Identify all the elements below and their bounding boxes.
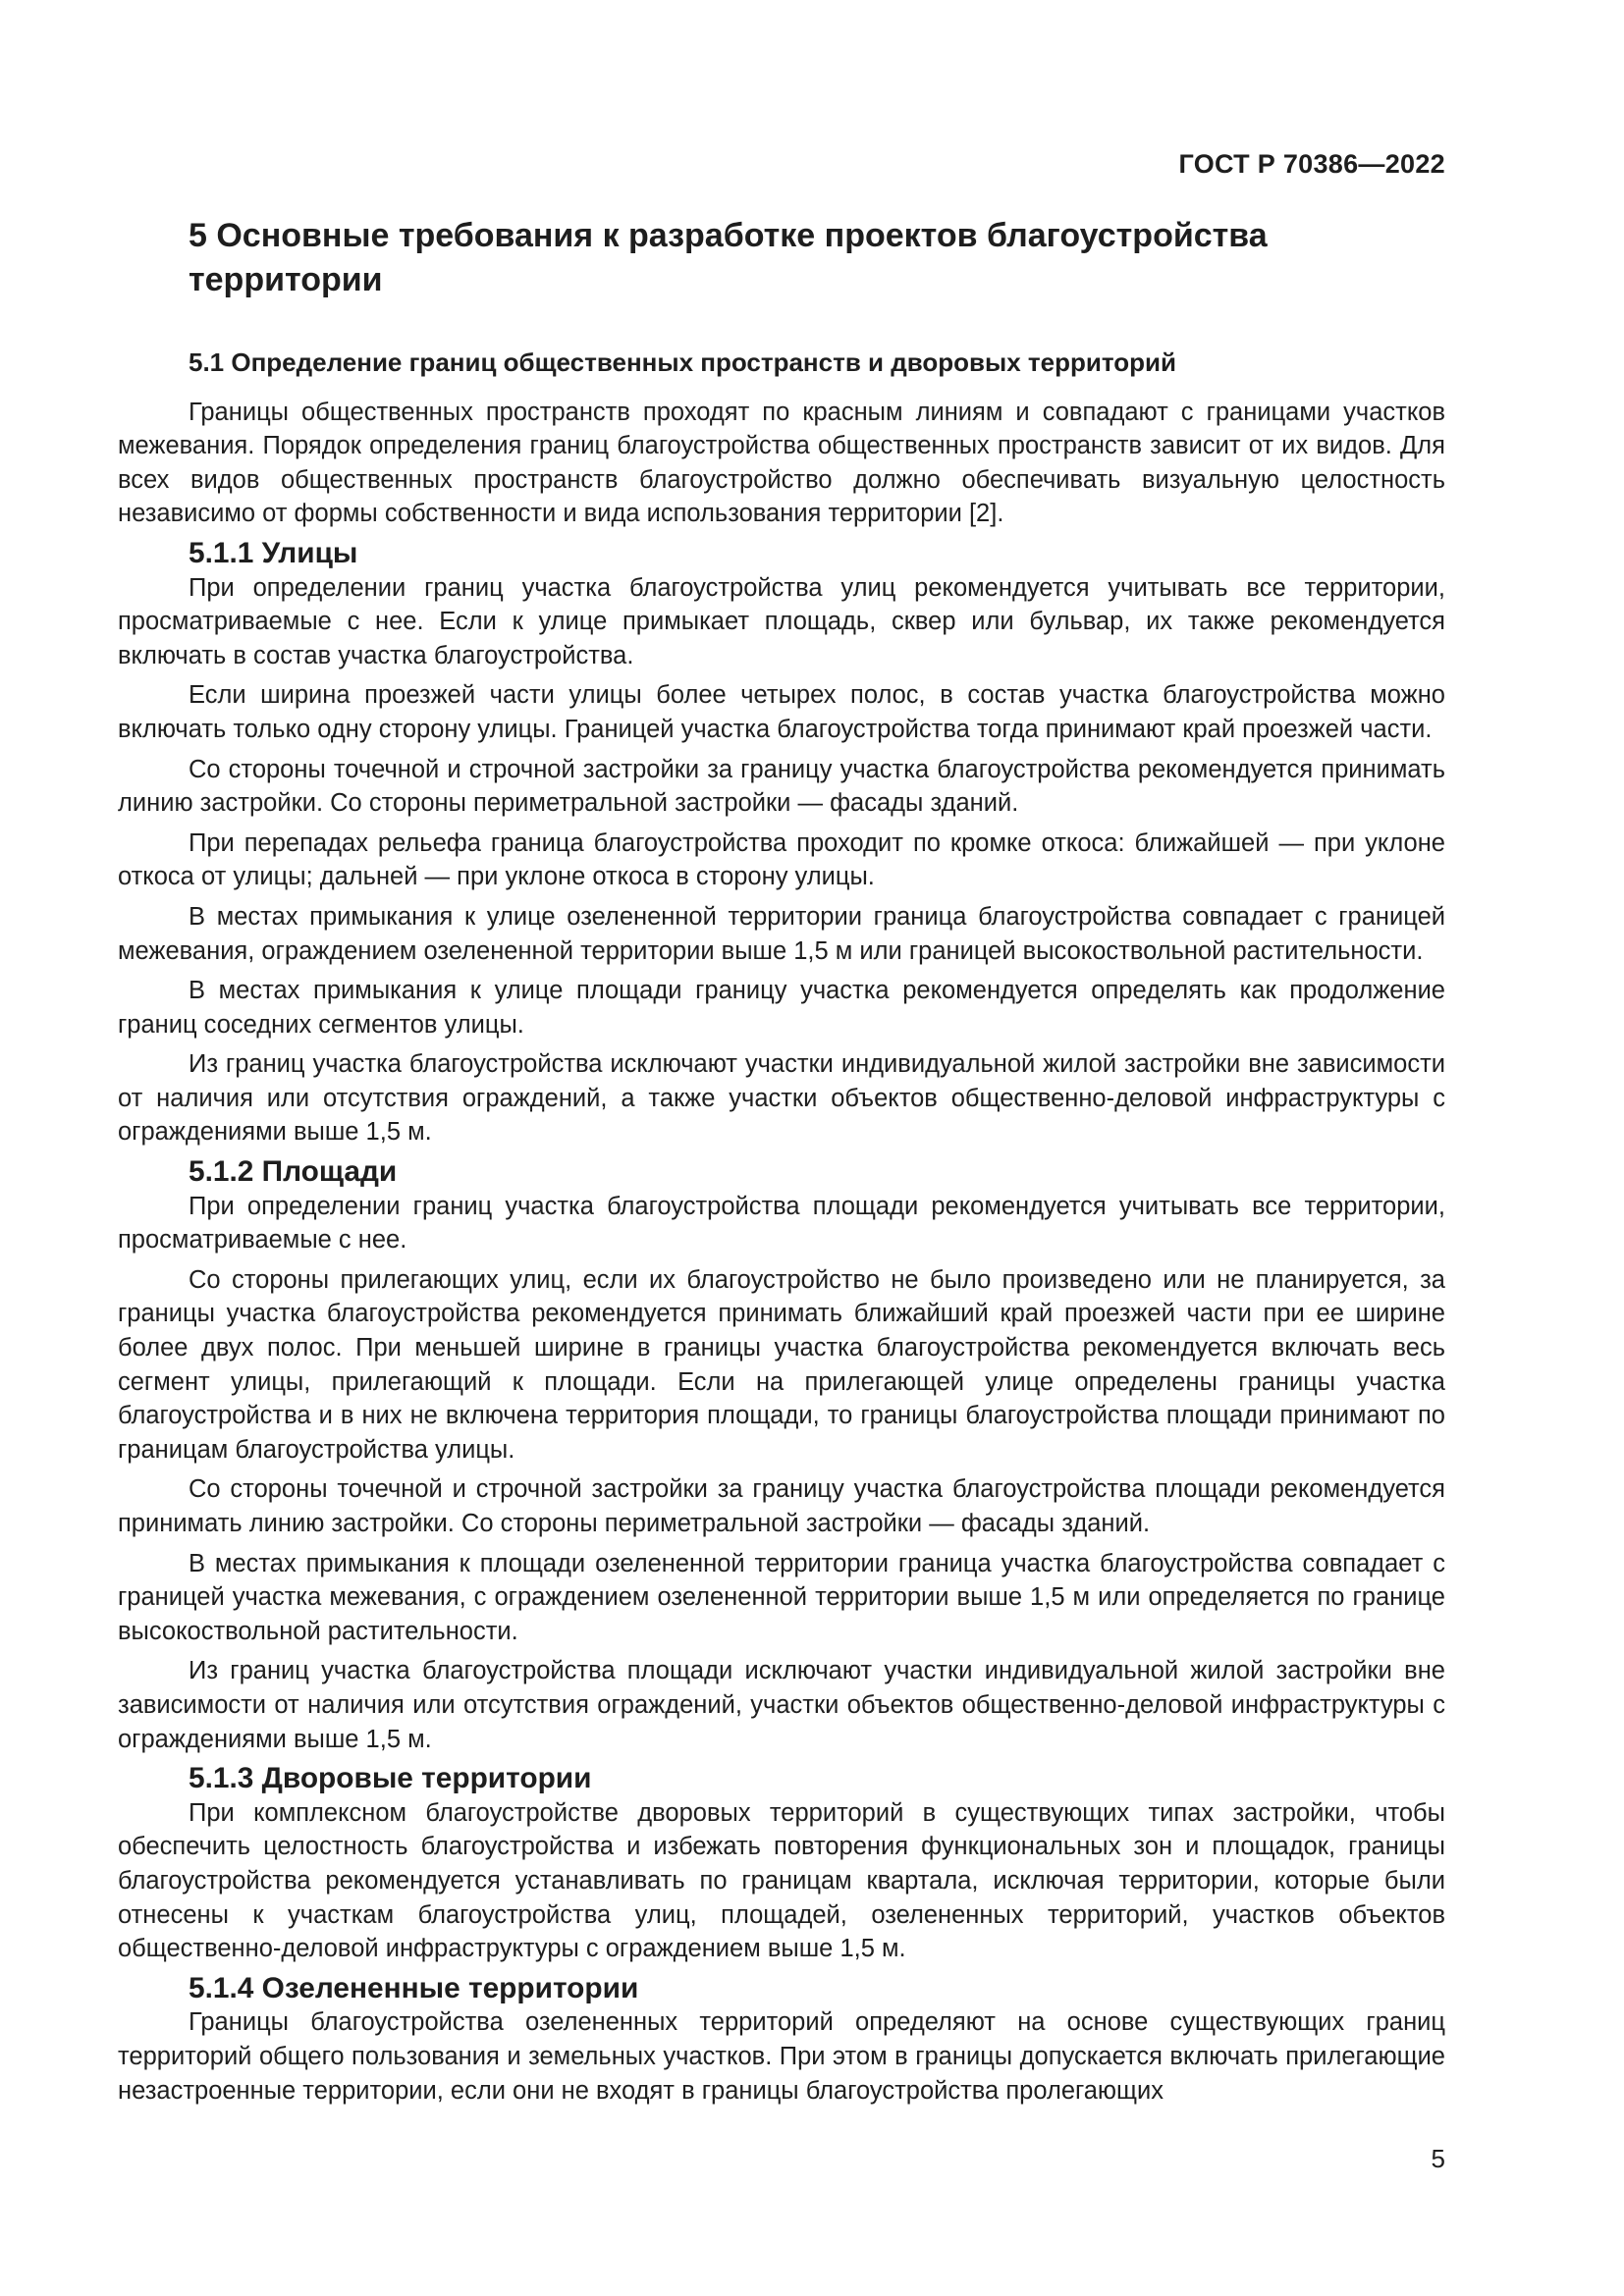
paragraph: При перепадах рельефа граница благоустройства проходит по кромке откоса: ближайшей — при уклоне откоса от улицы; дальней — при уклоне откоса в сторону улицы. (118, 828, 1445, 891)
paragraph: Со стороны прилегающих улиц, если их благоустройство не было произведено или не планируется, за границы участка благоустройства рекомендуется принимать ближайший край проезжей части при ее ширине более двух полос. При меньшей ширине в границы участка благоустройства рекомендуется включать весь сегмент улицы, прилегающий к площади. Если на прилегающей улице определены границы участка благоустройства и в них не включена территория площади, то границы благоустройства площади принимают по границам благоустройства улицы. (118, 1265, 1445, 1464)
paragraph: Границы благоустройства озелененных территорий определяют на основе существующих границ территорий общего пользования и земельных участков. При этом в границы допускается включать прилегающие незастроенные территории, если они не входят в границы благоустройства пролегающих (118, 2008, 1445, 2105)
paragraph: Из границ участка благоустройства площади исключают участки индивидуальной жилой застройки вне зависимости от наличия или отсутствия ограждений, участки объектов общественно-деловой инфраструктуры с ограждениями выше 1,5 м. (118, 1657, 1445, 1753)
subsection-heading-5-1-4: 5.1.4 Озелененные территории (189, 1971, 639, 2004)
paragraph: В местах примыкания к улице озелененной территории граница благоустройства совпадает с границей межевания, ограждением озелененной территории выше 1,5 м или границей высокоствольной растительности. (118, 902, 1445, 965)
chapter-heading: 5 Основные требования к разработке проектов благоустройства территории (189, 217, 1268, 298)
paragraph: Если ширина проезжей части улицы более четырех полос, в состав участка благоустройства можно включать только одну сторону улицы. Границей участка благоустройства тогда принимают край проезжей части. (118, 681, 1445, 743)
section-heading-5-1: 5.1 Определение границ общественных пространств и дворовых территорий (189, 347, 1176, 377)
paragraph: В местах примыкания к улице площади границу участка рекомендуется определять как продолжение границ соседних сегментов улицы. (118, 977, 1445, 1039)
page-number: 5 (1431, 2144, 1445, 2173)
subsection-heading-5-1-2: 5.1.2 Площади (189, 1155, 398, 1189)
paragraph: В местах примыкания к площади озелененной территории граница участка благоустройства совпадает с границей участка межевания, с ограждением озелененной территории выше 1,5 м или определяется по границе высокоствольной растительности. (118, 1549, 1445, 1645)
standard-designation: ГОСТ Р 70386—2022 (1178, 149, 1445, 179)
paragraph: Из границ участка благоустройства исключают участки индивидуальной жилой застройки вне зависимости от наличия или отсутствия ограждений, а также участки объектов общественно-деловой инфраструктуры с ограждениями выше 1,5 м. (118, 1050, 1445, 1147)
paragraph: Со стороны точечной и строчной застройки за границу участка благоустройства площади рекомендуется принимать линию застройки. Со стороны периметральной застройки — фасады зданий. (118, 1475, 1445, 1537)
paragraph: При определении границ участка благоустройства улиц рекомендуется учитывать все территории, просматриваемые с нее. Если к улице примыкает площадь, сквер или бульвар, их также рекомендуется включать в состав участка благоустройства. (118, 573, 1445, 669)
section-intro-paragraph: Границы общественных пространств проходят по красным линиям и совпадают с границами участков межевания. Порядок определения границ благоустройства общественных пространств зависит от их видов. Для всех видов общественных пространств благоустройство должно обеспечивать визуальную целостность независимо от формы собственности и вида использования территории [2]. (118, 398, 1445, 528)
subsection-heading-5-1-3: 5.1.3 Дворовые территории (189, 1762, 592, 1795)
paragraph: При определении границ участка благоустройства площади рекомендуется учитывать все территории, просматриваемые с нее. (118, 1192, 1445, 1255)
paragraph: Со стороны точечной и строчной застройки за границу участка благоустройства рекомендуется принимать линию застройки. Со стороны периметральной застройки — фасады зданий. (118, 755, 1445, 818)
paragraph: При комплексном благоустройстве дворовых территорий в существующих типах застройки, чтобы обеспечить целостность благоустройства и избежать повторения функциональных зон и площадок, границы благоустройства рекомендуется устанавливать по границам квартала, исключая территории, которые были отнесены к участкам благоустройства улиц, площадей, озелененных территорий, участков объектов общественно-деловой инфраструктуры с ограждением выше 1,5 м. (118, 1798, 1445, 1963)
page-content (118, 214, 1445, 2113)
subsection-heading-5-1-1: 5.1.1 Улицы (189, 536, 358, 569)
